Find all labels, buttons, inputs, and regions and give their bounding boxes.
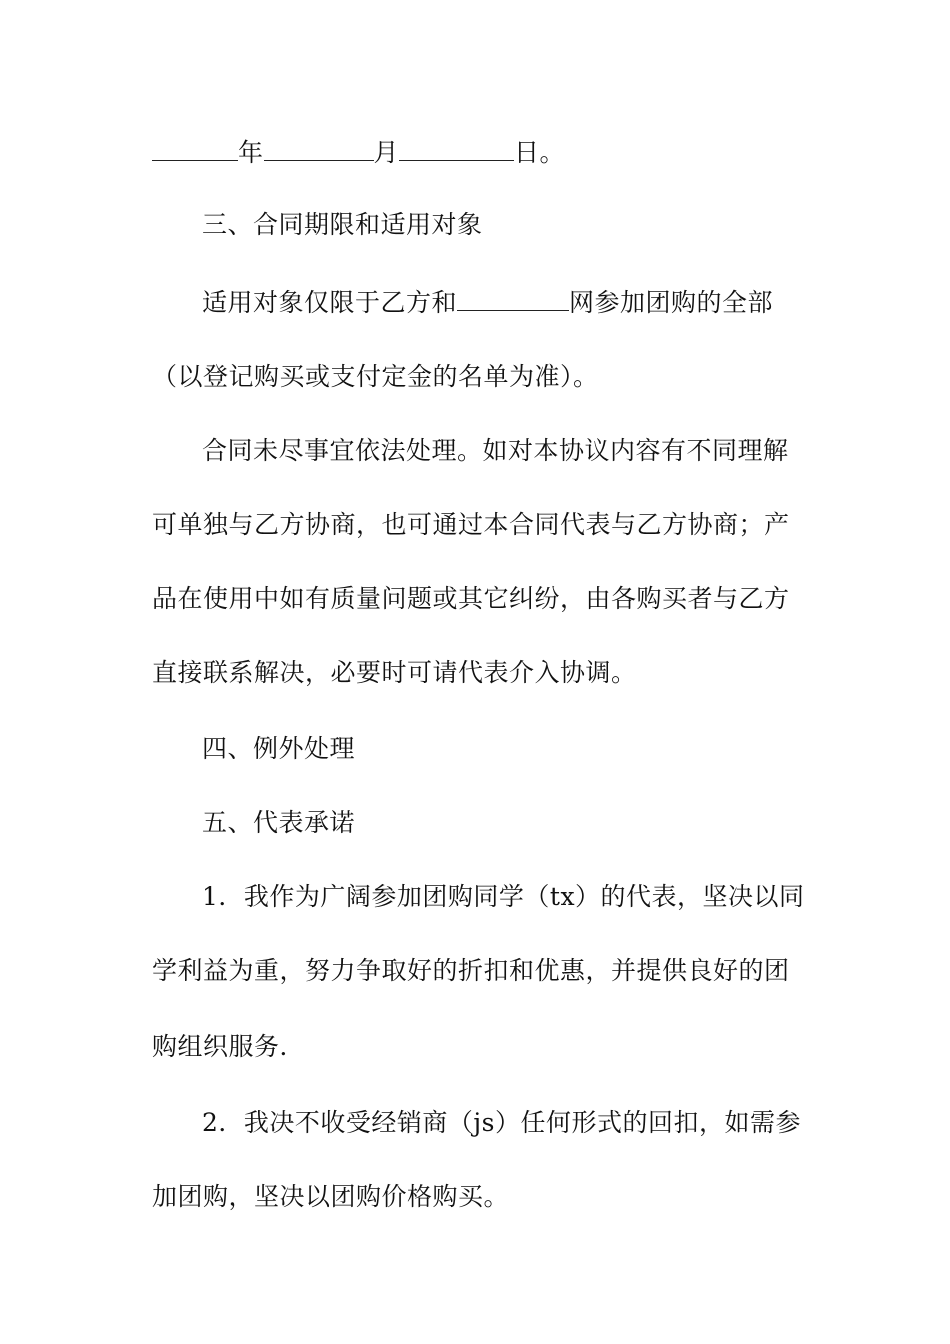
matters-line-2: 可单独与乙方协商，也可通过本合同代表与乙方协商；产: [152, 510, 790, 539]
section5-title: 五、代表承诺: [202, 808, 356, 837]
matters-line-4: 直接联系解决，必要时可请代表介入协调。: [152, 658, 637, 687]
matters-line-3: 品在使用中如有质量问题或其它纠纷，由各购买者与乙方: [152, 584, 790, 613]
date-line: [152, 134, 812, 170]
year-label: 年: [238, 138, 264, 167]
site-blank: [457, 284, 569, 311]
applicable-line-1-after: 网参加团购的全部: [569, 288, 774, 317]
matters-line-1: 合同未尽事宜依法处理。如对本协议内容有不同理解: [202, 436, 789, 465]
month-blank: [264, 134, 374, 161]
promise2-line-2: 加团购，坚决以团购价格购买。: [152, 1182, 510, 1211]
day-label: 日。: [514, 138, 566, 167]
promise1-line-3: 购组织服务．: [152, 1032, 306, 1061]
day-blank: [399, 134, 514, 161]
month-label: 月: [373, 138, 400, 167]
section3-title: 三、合同期限和适用对象: [202, 210, 483, 239]
section4-title: 四、例外处理: [202, 734, 356, 763]
applicable-line-1: [202, 284, 862, 320]
promise1-line-1: 1．我作为广阔参加团购同学（tx）的代表，坚决以同: [202, 882, 805, 911]
applicable-line-2: （以登记购买或支付定金的名单为准）。: [152, 362, 599, 391]
promise2-line-1: 2．我决不收受经销商（js）任何形式的回扣，如需参: [202, 1108, 801, 1137]
promise1-line-2: 学利益为重，努力争取好的折扣和优惠，并提供良好的团: [152, 956, 790, 985]
year-blank: [152, 134, 238, 161]
applicable-line-1-before: 适用对象仅限于乙方和: [202, 288, 458, 317]
